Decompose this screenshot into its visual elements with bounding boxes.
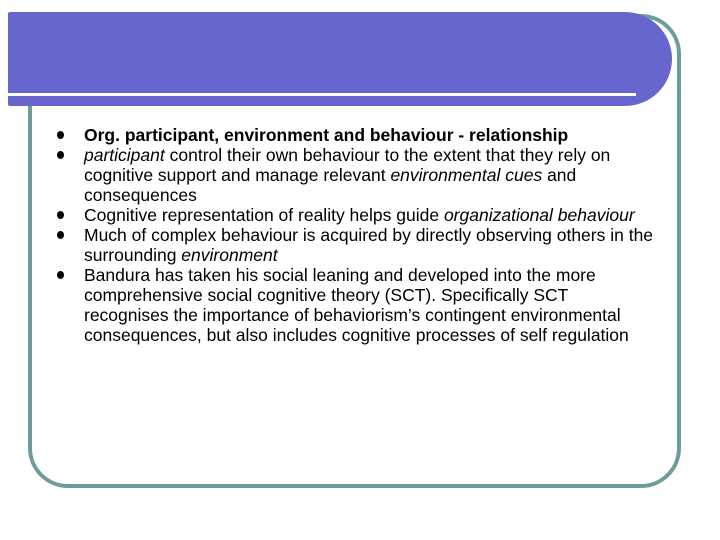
- bullet-text-segment: Org. participant, environment and behaviour - relationship: [84, 125, 569, 145]
- bullet-text: [84, 265, 654, 345]
- bullet-list: [54, 125, 654, 345]
- slide-content: [54, 125, 654, 345]
- bullet-icon: [57, 271, 64, 279]
- bullet-text-emphasis: organizational behaviour: [443, 205, 635, 225]
- bullet-text-segment: Cognitive representation of reality helps guide: [84, 205, 444, 225]
- title-banner: [8, 12, 672, 106]
- bullet-text: [84, 225, 654, 265]
- bullet-icon: [57, 211, 64, 219]
- bullet-text-emphasis: environment: [181, 245, 278, 265]
- bullet-item: [54, 225, 654, 265]
- bullet-text-segment: control their own behaviour to the extent that they rely on cognitive support and manage relevant: [84, 145, 611, 185]
- bullet-text-emphasis: environmental cues: [390, 165, 543, 185]
- bullet-icon: [57, 131, 64, 139]
- bullet-item: [54, 145, 654, 205]
- bullet-text: [84, 205, 654, 225]
- bullet-text: [84, 145, 654, 205]
- bullet-item: [54, 205, 654, 225]
- title-banner-divider: [8, 93, 636, 96]
- bullet-icon: [57, 231, 64, 239]
- bullet-item: [54, 265, 654, 345]
- bullet-text-segment: Bandura has taken his social leaning and developed into the more comprehensive social cognitive theory (SCT). Specifically SCT recognises the importance of behaviorism’s contingent environmental consequences, but also includes cognitive processes of self regulation: [84, 265, 629, 345]
- bullet-text-segment: Much of complex behaviour is acquired by directly observing others in the surrounding: [84, 225, 654, 265]
- bullet-text-segment: and consequences: [84, 165, 577, 205]
- bullet-text: [84, 125, 654, 145]
- bullet-icon: [57, 151, 64, 159]
- bullet-text-emphasis: participant: [84, 145, 165, 165]
- bullet-item: [54, 125, 654, 145]
